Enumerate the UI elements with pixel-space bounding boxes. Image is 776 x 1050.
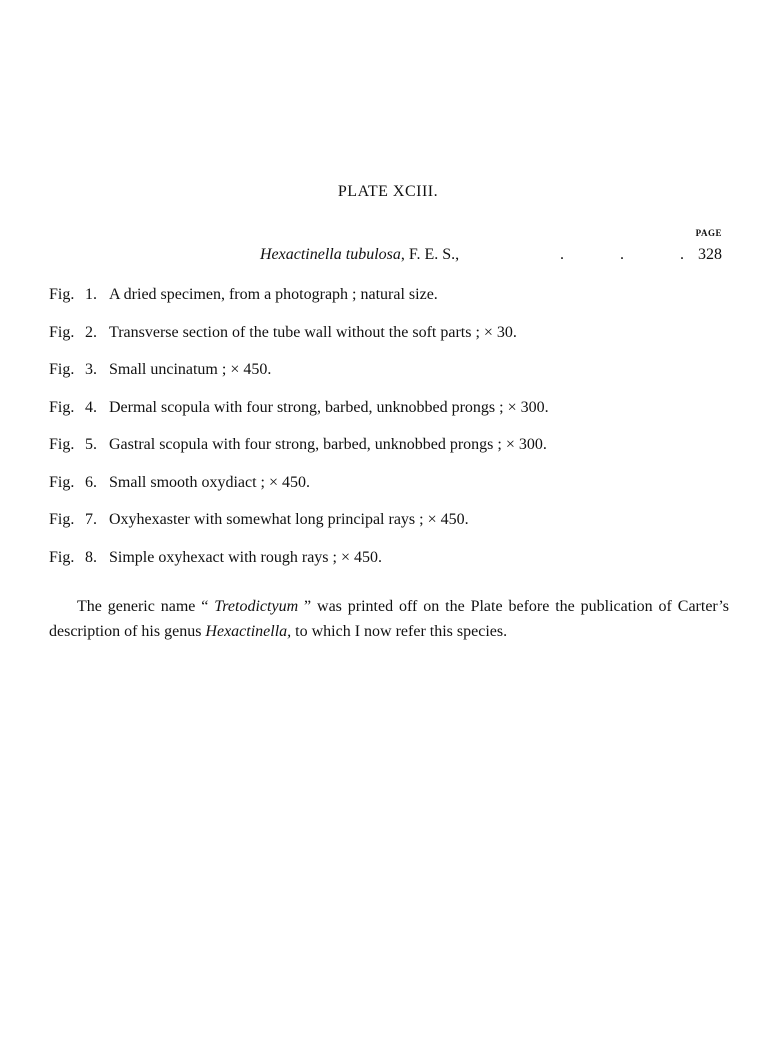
note-genus-hexactinella: Hexactinella, xyxy=(205,623,292,640)
figure-number: 8. xyxy=(85,548,97,566)
generic-name-note xyxy=(49,594,729,644)
page-column-header: PAGE xyxy=(695,228,722,238)
figure-item xyxy=(49,511,729,549)
plate-title: PLATE XCIII. xyxy=(337,183,439,200)
figure-number: 4. xyxy=(85,398,97,416)
figure-number: 7. xyxy=(85,511,97,528)
figure-number: 3. xyxy=(85,361,97,378)
figure-label: Fig. xyxy=(49,361,75,378)
figure-number: 6. xyxy=(85,473,97,491)
figure-description: Simple oxyhexact with rough rays ; × 450. xyxy=(109,548,382,566)
figure-description: Dermal scopula with four strong, barbed, unknobbed prongs ; × 300. xyxy=(109,398,549,416)
figure-number: 2. xyxy=(85,323,97,341)
figure-label: Fig. xyxy=(49,511,75,528)
figure-description: A dried specimen, from a photograph ; natural size. xyxy=(109,286,438,303)
figure-item xyxy=(49,286,729,324)
figure-description: Small smooth oxydiact ; × 450. xyxy=(109,473,311,491)
figure-description: Small uncinatum ; × 450. xyxy=(109,361,272,378)
figure-label: Fig. xyxy=(49,323,75,341)
species-name: Hexactinella tubulosa xyxy=(260,246,401,263)
figure-description: Gastral scopula with four strong, barbed, unknobbed prongs ; × 300. xyxy=(109,436,547,453)
figure-description: Transverse section of the tube wall without the soft parts ; × 30. xyxy=(109,323,517,341)
leader-dots xyxy=(532,246,712,264)
figure-list xyxy=(49,286,729,586)
leader-dot: . xyxy=(620,246,624,263)
figure-label: Fig. xyxy=(49,286,75,303)
figure-item xyxy=(49,324,729,362)
figure-number: 1. xyxy=(85,286,97,303)
figure-label: Fig. xyxy=(49,398,75,416)
figure-label: Fig. xyxy=(49,548,75,566)
figure-label: Fig. xyxy=(49,436,75,453)
note-text: ” was printed off on the Plate before the publication of Carter’s description of his genus xyxy=(49,598,730,640)
figure-item xyxy=(49,361,729,399)
figure-item xyxy=(49,436,729,474)
figure-description: Oxyhexaster with somewhat long principal rays ; × 450. xyxy=(109,511,469,528)
leader-dot: . xyxy=(680,246,684,263)
note-text: to which I now refer this species. xyxy=(291,623,508,640)
species-entry xyxy=(260,246,459,264)
species-page-number: 328 xyxy=(698,246,722,263)
figure-label: Fig. xyxy=(49,473,75,491)
species-authority: , F. E. S., xyxy=(400,246,460,263)
figure-item xyxy=(49,474,729,512)
leader-dot: . xyxy=(560,246,564,263)
note-genus-tretodictyum: Tretodictyum xyxy=(214,598,299,615)
species-line xyxy=(260,246,722,268)
figure-item xyxy=(49,549,729,587)
figure-item xyxy=(49,399,729,437)
note-text: The generic name “ xyxy=(77,598,215,615)
figure-number: 5. xyxy=(85,436,97,453)
